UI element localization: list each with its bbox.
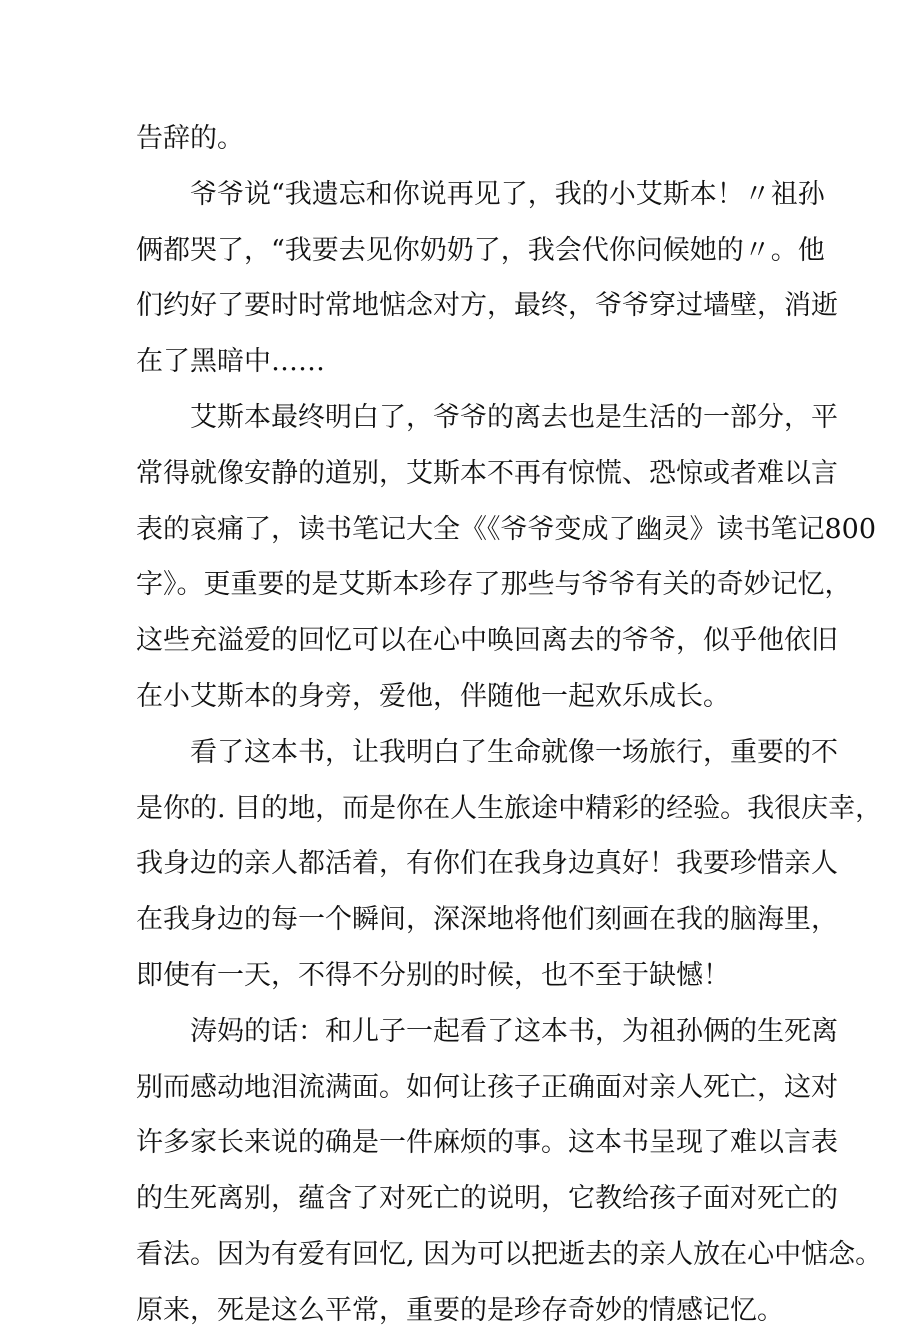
text-line: 我身边的亲人都活着，有你们在我身边真好！我要珍惜亲人 (136, 848, 838, 880)
text-line: 表的哀痛了，读书笔记大全《《爷爷变成了幽灵》读书笔记800 (136, 513, 877, 545)
text-line: 别而感动地泪流满面。如何让孩子正确面对亲人死亡，这对 (136, 1071, 838, 1103)
text-line: 许多家长来说的确是一件麻烦的事。这本书呈现了难以言表 (136, 1127, 838, 1159)
text-line: 在了黑暗中…… (136, 346, 325, 378)
text-line: 们约好了要时时常地惦念对方，最终，爷爷穿过墙壁，消逝 (136, 290, 838, 322)
text-line: 俩都哭了，“我要去见你奶奶了，我会代你问候她的〃。他 (136, 234, 825, 266)
text-line: 即使有一天，不得不分别的时候，也不至于缺憾！ (136, 959, 730, 991)
text-line: 这些充溢爱的回忆可以在心中唤回离去的爷爷，似乎他依旧 (136, 625, 838, 657)
text-line: 告辞的。 (136, 123, 244, 154)
text-line: 涛妈的话：和儿子一起看了这本书，为祖孙俩的生死离 (190, 1015, 838, 1047)
document-body (136, 111, 883, 1339)
text-line: 在小艾斯本的身旁，爱他，伴随他一起欢乐成长。 (136, 680, 730, 712)
text-line: 看法。因为有爱有回忆, 因为可以把逝去的亲人放在心中惦念。 (136, 1238, 883, 1270)
text-line: 原来，死是这么平常，重要的是珍存奇妙的情感记忆。 (136, 1294, 784, 1326)
text-line: 是你的. 目的地，而是你在人生旅途中精彩的经验。我很庆幸， (136, 792, 883, 824)
text-line: 在我身边的每一个瞬间，深深地将他们刻画在我的脑海里， (136, 904, 838, 936)
text-line: 爷爷说“我遗忘和你说再见了，我的小艾斯本！〃祖孙 (190, 178, 825, 210)
text-line: 的生死离别，蕴含了对死亡的说明，它教给孩子面对死亡的 (136, 1183, 838, 1215)
text-line: 常得就像安静的道别，艾斯本不再有惊慌、恐惊或者难以言 (136, 457, 838, 489)
text-line: 字》。更重要的是艾斯本珍存了那些与爷爷有关的奇妙记忆， (136, 569, 852, 601)
text-line: 艾斯本最终明白了，爷爷的离去也是生活的一部分，平 (190, 401, 838, 433)
text-line: 看了这本书，让我明白了生命就像一场旅行，重要的不 (190, 736, 838, 768)
